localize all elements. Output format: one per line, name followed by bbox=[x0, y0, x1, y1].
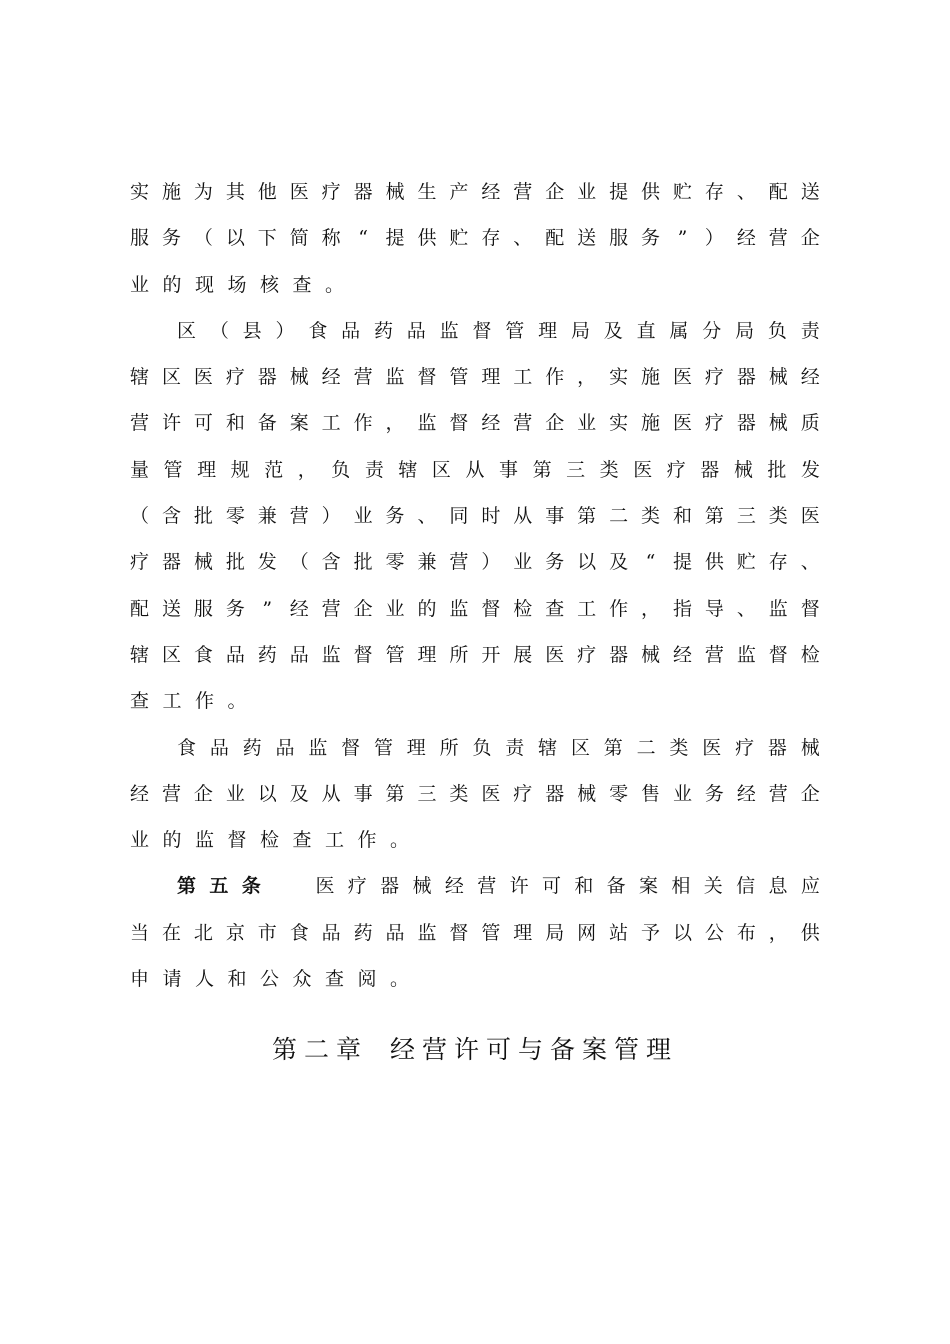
article-label-char: 第 bbox=[177, 875, 197, 898]
body-line: 量 管 理 规 范 ， 负 责 辖 区 从 事 第 三 类 医 疗 器 械 批 发 bbox=[130, 458, 820, 481]
body-line: 食 品 药 品 监 督 管 理 所 负 责 辖 区 第 二 类 医 疗 器 械 bbox=[177, 736, 820, 759]
body-line: 业 的 监 督 检 查 工 作 。 bbox=[130, 829, 410, 852]
body-line: 辖 区 医 疗 器 械 经 营 监 督 管 理 工 作 ， 实 施 医 疗 器 械 经 bbox=[130, 366, 820, 389]
body-line: 业 的 现 场 核 查 。 bbox=[130, 273, 345, 296]
body-line: 实 施 为 其 他 医 疗 器 械 生 产 经 营 企 业 提 供 贮 存 、 配 送 bbox=[130, 181, 820, 203]
article-label-char: 条 bbox=[241, 875, 261, 898]
body-line: 区 （ 县 ） 食 品 药 品 监 督 管 理 局 及 直 属 分 局 负 责 bbox=[177, 319, 820, 342]
body-line: 服 务 （ 以 下 简 称 “ 提 供 贮 存 、 配 送 服 务 ” ） 经 营 企 bbox=[130, 227, 820, 250]
article-5-line: 申 请 人 和 公 众 查 阅 。 bbox=[130, 968, 410, 991]
body-line: 疗 器 械 批 发 （ 含 批 零 兼 营 ） 业 务 以 及 “ 提 供 贮 存 、 bbox=[130, 551, 820, 574]
chapter-heading bbox=[0, 1030, 950, 1066]
body-line: 配 送 服 务 ” 经 营 企 业 的 监 督 检 查 工 作 ， 指 导 、 监 督 bbox=[130, 597, 820, 620]
article-5-line: 当 在 北 京 市 食 品 药 品 监 督 管 理 局 网 站 予 以 公 布 ， 供 bbox=[130, 921, 820, 944]
article-5-first-line: 第 五 条 医 疗 器 械 经 营 许 可 和 备 案 相 关 信 息 应 bbox=[130, 863, 820, 909]
chapter-title-text: 经营许可与备案管理 bbox=[390, 1035, 679, 1064]
document-body bbox=[130, 169, 820, 1002]
article-label-char: 五 bbox=[209, 875, 229, 898]
body-line: （ 含 批 零 兼 营 ） 业 务 、 同 时 从 事 第 二 类 和 第 三 类 医 bbox=[130, 505, 820, 528]
body-line: 查 工 作 。 bbox=[130, 690, 247, 713]
chapter-number: 第二章 bbox=[271, 1035, 368, 1064]
body-line: 营 许 可 和 备 案 工 作 ， 监 督 经 营 企 业 实 施 医 疗 器 械 质 bbox=[130, 412, 820, 435]
body-line: 经 营 企 业 以 及 从 事 第 三 类 医 疗 器 械 零 售 业 务 经 营 企 bbox=[130, 782, 820, 805]
body-line: 辖 区 食 品 药 品 监 督 管 理 所 开 展 医 疗 器 械 经 营 监 督 检 bbox=[130, 643, 820, 666]
